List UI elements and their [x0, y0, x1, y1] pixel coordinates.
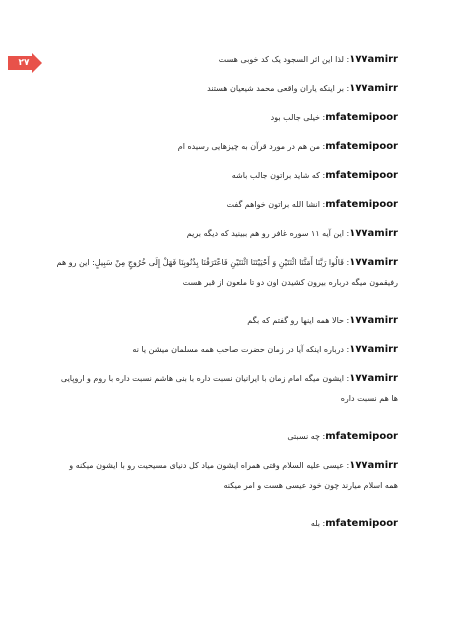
message-text: : این آیه ۱۱ سوره غافر رو هم ببینید که دیگه بریم [186, 229, 350, 238]
sender-name: ۱۷۷amirr [349, 344, 398, 355]
sender-name: mfatemipoor [325, 431, 398, 442]
message-text: : من هم در مورد قرآن به چیزهایی رسیده ام [177, 142, 326, 151]
message-text: : چه نسبتی [287, 432, 326, 441]
chat-message [55, 427, 398, 456]
sender-name: ۱۷۷amirr [349, 257, 398, 268]
chat-message [55, 311, 398, 340]
message-text: : قَالُوا رَبَّنَا أَمَتَّنَا اثْنَتَيْنِ وَ أَحْيَيْتَنَا اثْنَتَيْنِ فَاعْتَرَفْنَا بِذُنُوبِنَا فَهَلْ إِلَى خُرُوجٍ مِنْ سَبِيلٍ: این رو هم رفیقمون میگه درباره بیرون کشیدن اون دو تا ملعون از قبر هست [56, 258, 398, 287]
message-text: : درباره اینکه آیا در زمان حضرت صاحب همه مسلمان میشن یا نه [132, 345, 350, 354]
chat-message [55, 224, 398, 253]
message-text: : بر اینکه یاران واقعی محمد شیعیان هستند [207, 84, 350, 93]
sender-name: ۱۷۷amirr [349, 315, 398, 326]
chat-message [55, 253, 398, 311]
message-text: : عیسی علیه السلام وقتی همراه ایشون میاد کل دنیای مسیحیت رو با ایشون میکنه و همه اسلام میارند چون خود عیسی هست و امر میکنه [69, 461, 398, 490]
message-text: : انشا الله براتون خواهم گفت [226, 200, 326, 209]
message-text: : ایشون میگه امام زمان با ایرانیان نسبت داره با بنی هاشم نسبت داره با روم و اروپایی ها هم نسبت داره [60, 374, 398, 403]
sender-name: mfatemipoor [325, 199, 398, 210]
message-text: : لذا این اثر السجود یک کد خوبی هست [218, 55, 350, 64]
sender-name: mfatemipoor [325, 141, 398, 152]
chat-message [55, 79, 398, 108]
page-number-badge [8, 53, 42, 73]
chat-message [55, 166, 398, 195]
sender-name: ۱۷۷amirr [349, 460, 398, 471]
chat-message [55, 456, 398, 514]
sender-name: ۱۷۷amirr [349, 83, 398, 94]
chat-message [55, 108, 398, 137]
chat-message [55, 50, 398, 79]
sender-name: mfatemipoor [325, 170, 398, 181]
chat-message [55, 137, 398, 166]
sender-name: ۱۷۷amirr [349, 373, 398, 384]
chat-message [55, 369, 398, 427]
sender-name: mfatemipoor [325, 112, 398, 123]
message-text: : بله [310, 519, 326, 528]
sender-name: mfatemipoor [325, 518, 398, 529]
chat-message [55, 514, 398, 543]
sender-name: ۱۷۷amirr [349, 228, 398, 239]
chat-message [55, 195, 398, 224]
message-text: : که شاید براتون جالب باشه [231, 171, 326, 180]
page-number: ۲۷ [18, 58, 30, 68]
sender-name: ۱۷۷amirr [349, 54, 398, 65]
message-text: : حالا همه اینها رو گفتم که بگم [247, 316, 350, 325]
chat-message [55, 340, 398, 369]
message-text: : خیلی جالب بود [270, 113, 326, 122]
chat-log [55, 50, 398, 543]
